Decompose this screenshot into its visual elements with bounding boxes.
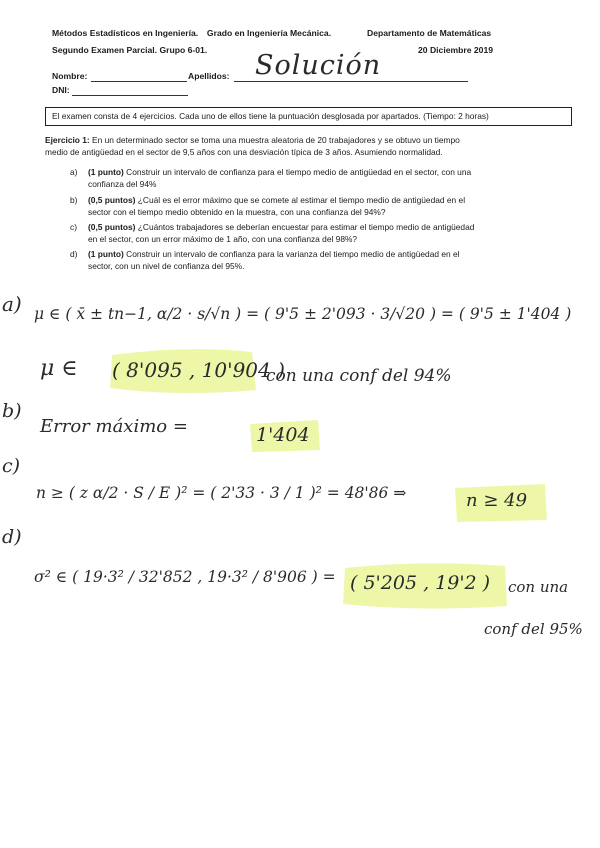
solution-a-label: a) — [2, 292, 22, 316]
solution-b-value: 1'404 — [256, 424, 310, 446]
exercise-item-b: b) (0,5 puntos) ¿Cuál es el error máximo que se comete al estimar el tiempo medio de antigüedad en el sector con el tiempo medio obtenido en la muestra, con una confianza del 94%? — [70, 195, 466, 217]
solution-b-text: Error máximo = — [40, 416, 188, 437]
degree-title: Grado en Ingeniería Mecánica. — [206, 28, 332, 38]
solution-d-suffix2: conf del 95% — [484, 620, 583, 638]
department: Departamento de Matemáticas — [367, 28, 492, 38]
solution-c-label: c) — [2, 455, 21, 477]
apellidos-handwritten-value: Solución — [255, 50, 382, 81]
solution-a-mu: μ ∈ — [40, 356, 78, 381]
solution-c-value: n ≥ 49 — [466, 490, 528, 511]
nombre-field-label: Nombre: — [52, 71, 88, 81]
exam-title: Segundo Examen Parcial. Grupo 6-01. — [52, 45, 208, 55]
solution-c-text: n ≥ ( z α/2 · S / E )² = ( 2'33 · 3 / 1 )² = 48'86 ⇒ — [36, 484, 407, 502]
exercise-item-d: d) (1 punto) Construir un intervalo de confianza para la varianza del tiempo medio de antigüedad en el sector, con un nivel de confianza del 95%. — [70, 249, 460, 271]
apellidos-field-label: Apellidos: — [188, 71, 230, 81]
statement-line-1: En un determinado sector se toma una muestra aleatoria de 20 trabajadores y se obtuvo un tiempo — [92, 135, 460, 145]
exercise-item-a: a) (1 punto) Construir un intervalo de confianza para el tiempo medio de antigüedad en el sector, con una confianza del 94% — [70, 167, 472, 189]
solution-d-value: ( 5'205 , 19'2 ) — [350, 572, 491, 594]
exercise-label: Ejercicio 1: — [45, 135, 90, 145]
solution-a-confidence: con una conf del 94% — [266, 366, 452, 386]
solution-b-label: b) — [2, 400, 22, 422]
exercise-item-c: c) (0,5 puntos) ¿Cuántos trabajadores se deberían encuestar para estimar el tiempo medio de antigüedad en el sector, con un error máximo de 1 año, con una confianza del 98%? — [70, 222, 475, 244]
solution-d-suffix1: con una — [508, 578, 569, 596]
exam-notice-box: El examen consta de 4 ejercicios. Cada uno de ellos tiene la puntuación desglosada por apartados. (Tiempo: 2 horas) — [45, 107, 572, 126]
solution-a-interval: ( 8'095 , 10'904 ) — [112, 358, 285, 382]
solution-a-line1: μ ∈ ( x̄ ± tn−1, α/2 · s/√n ) = ( 9'5 ± 2'093 · 3/√20 ) = ( 9'5 ± 1'404 ) — [34, 305, 572, 323]
solution-d-label: d) — [2, 526, 22, 548]
course-title: Métodos Estadísticos en Ingeniería. — [52, 28, 199, 38]
statement-line-2: medio de antigüedad en el sector de 9,5 años con una desviación típica de 3 años. Asumiendo normalidad. — [45, 146, 443, 157]
solution-d-text: σ² ∈ ( 19·3² / 32'852 , 19·3² / 8'906 ) = — [34, 568, 336, 586]
exam-date: 20 Diciembre 2019 — [418, 45, 494, 55]
dni-field-label: DNI: — [52, 85, 70, 95]
